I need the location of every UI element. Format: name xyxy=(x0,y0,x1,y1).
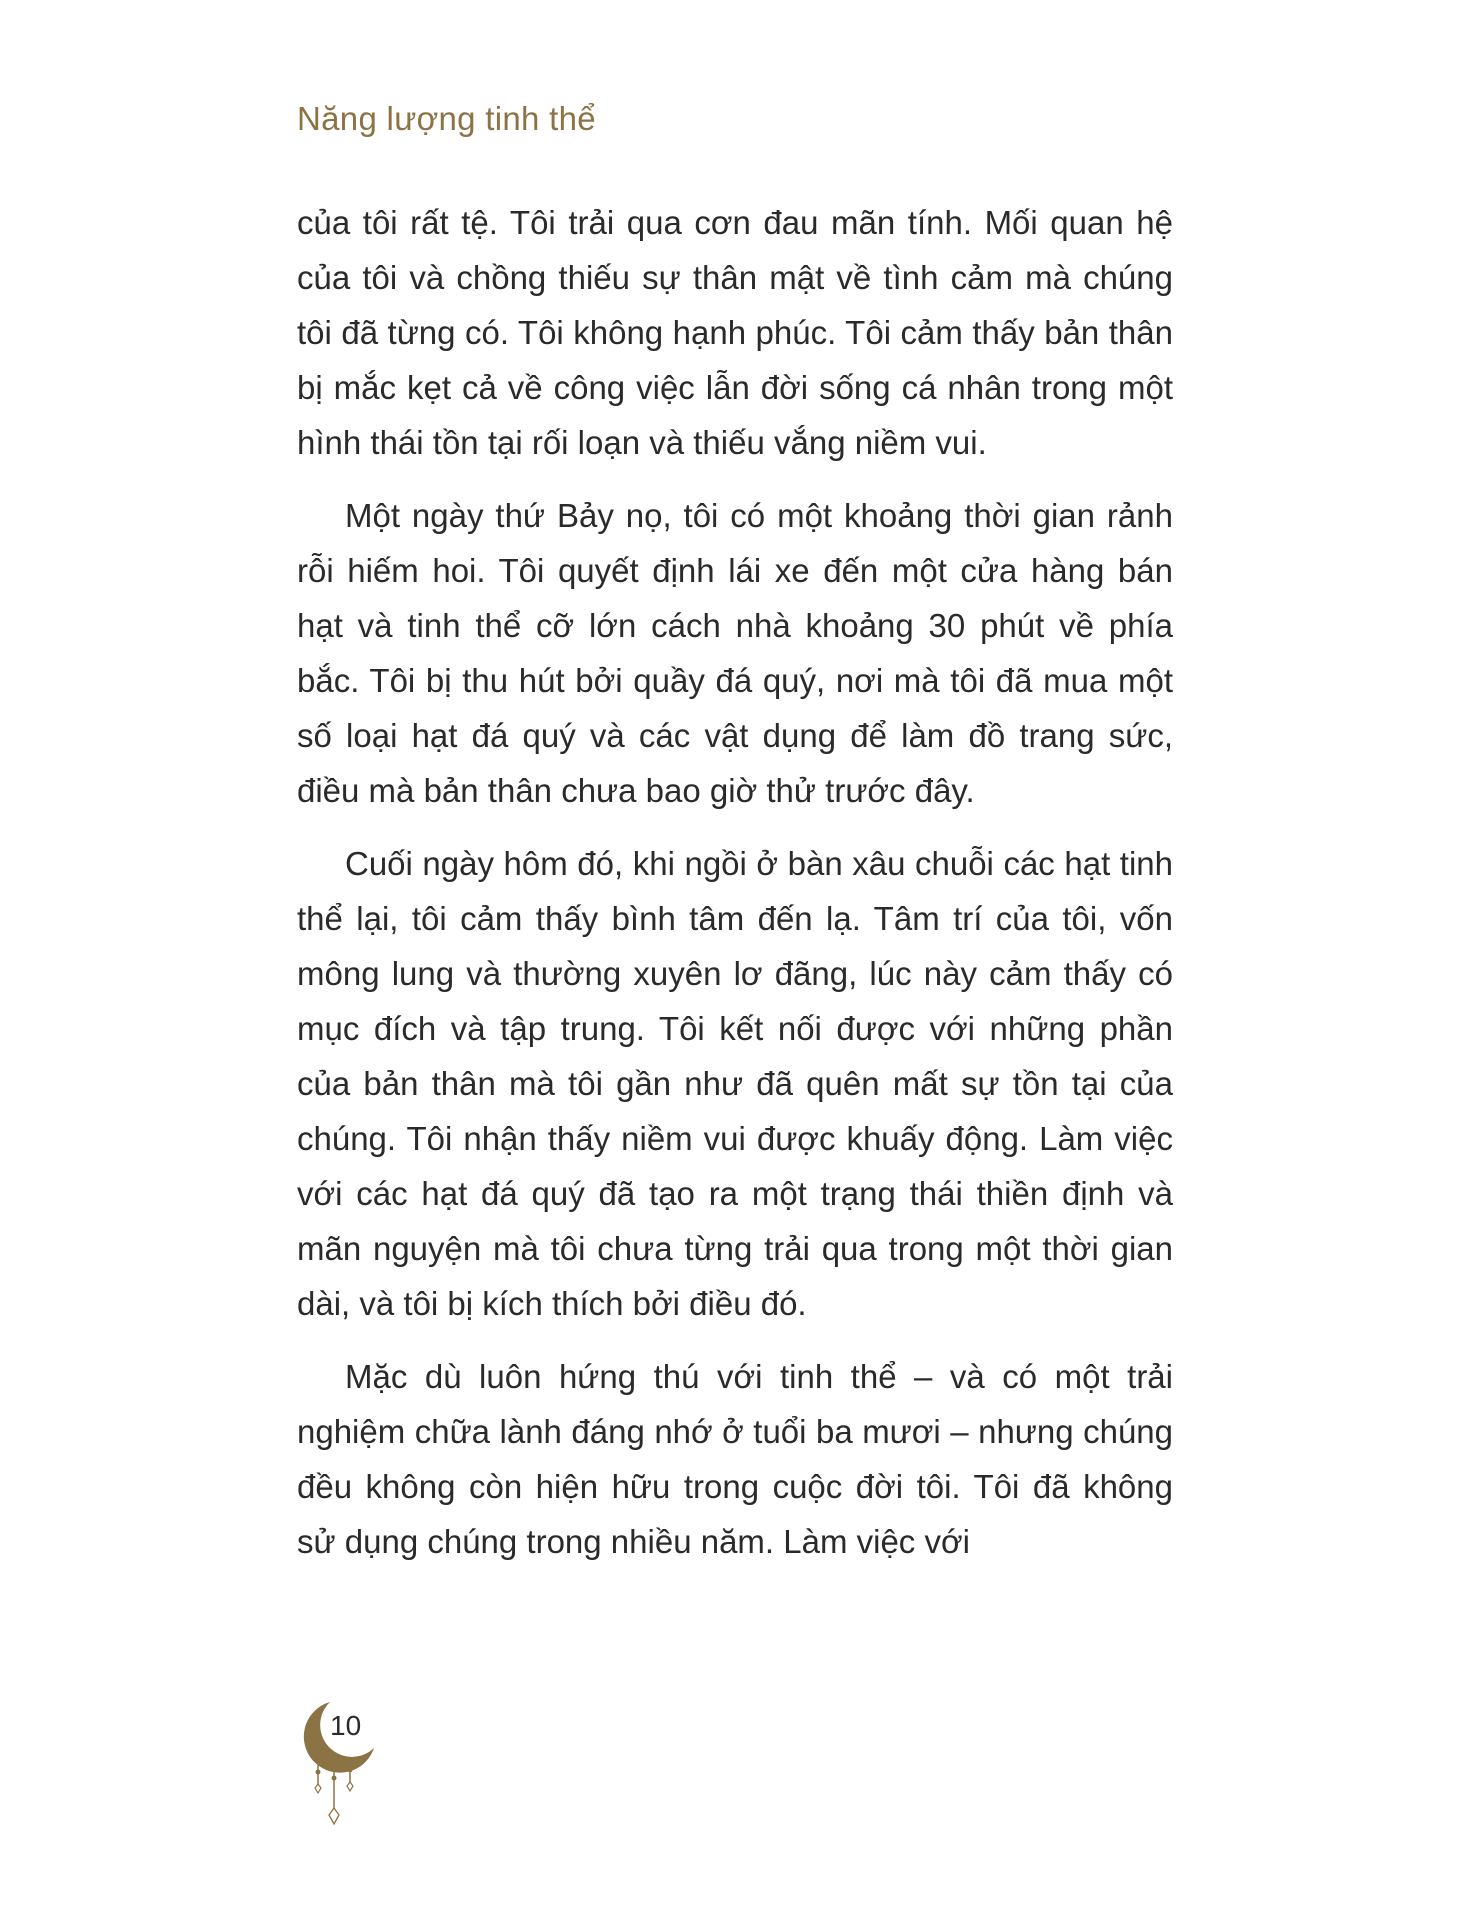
body-text xyxy=(297,195,1173,1587)
running-header: Năng lượng tinh thể xyxy=(297,100,596,137)
paragraph-3: Cuối ngày hôm đó, khi ngồi ở bàn xâu chuỗi các hạt tinh thể lại, tôi cảm thấy bình tâm đến lạ. Tâm trí của tôi, vốn mông lung và thường xuyên lơ đãng, lúc này cảm thấy có mục đích và tập trung. Tôi kết nối được với những phần của bản thân mà tôi gần như đã quên mất sự tồn tại của chúng. Tôi nhận thấy niềm vui được khuấy động. Làm việc với các hạt đá quý đã tạo ra một trạng thái thiền định và mãn nguyện mà tôi chưa từng trải qua trong một thời gian dài, và tôi bị kích thích bởi điều đó. xyxy=(297,845,1173,1322)
page-folio xyxy=(296,1696,386,1826)
paragraph-1: của tôi rất tệ. Tôi trải qua cơn đau mãn tính. Mối quan hệ của tôi và chồng thiếu sự thân mật về tình cảm mà chúng tôi đã từng có. Tôi không hạnh phúc. Tôi cảm thấy bản thân bị mắc kẹt cả về công việc lẫn đời sống cá nhân trong một hình thái tồn tại rối loạn và thiếu vắng niềm vui. xyxy=(297,204,1173,461)
paragraph-4: Mặc dù luôn hứng thú với tinh thể – và có một trải nghiệm chữa lành đáng nhớ ở tuổi ba mươi – nhưng chúng đều không còn hiện hữu trong cuộc đời tôi. Tôi đã không sử dụng chúng trong nhiều năm. Làm việc với xyxy=(297,1358,1173,1560)
paragraph-2: Một ngày thứ Bảy nọ, tôi có một khoảng thời gian rảnh rỗi hiếm hoi. Tôi quyết định lái xe đến một cửa hàng bán hạt và tinh thể cỡ lớn cách nhà khoảng 30 phút về phía bắc. Tôi bị thu hút bởi quầy đá quý, nơi mà tôi đã mua một số loại hạt đá quý và các vật dụng để làm đồ trang sức, điều mà bản thân chưa bao giờ thử trước đây. xyxy=(297,497,1173,809)
page-number: 10 xyxy=(330,1710,362,1741)
